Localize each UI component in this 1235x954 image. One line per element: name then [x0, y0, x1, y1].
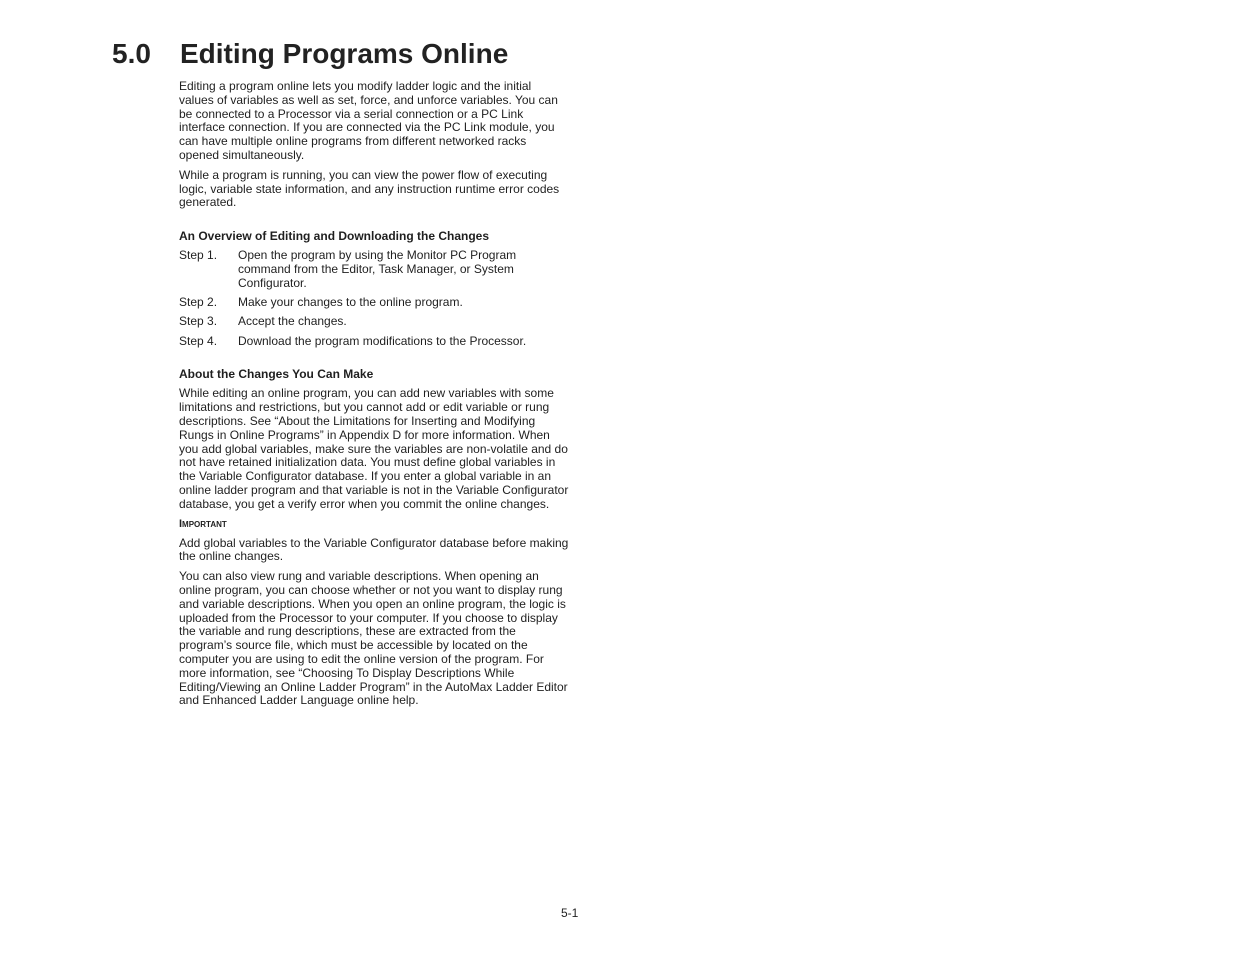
body-content [179, 80, 569, 714]
step-text: Open the program by using the Monitor PC Program command from the Editor, Task Manager, or System Configurator. [238, 248, 517, 290]
intro-paragraph-1: Editing a program online lets you modify ladder logic and the initial values of variables as well as set, force, and unforce variables. You can be connected to a Processor via a serial connection or a PC Link interface connection. If you are connected via the PC Link module, you can have multiple online programs from different networked racks opened simultaneously. [179, 79, 558, 162]
step-text: Download the program modifications to the Processor. [238, 333, 527, 348]
descriptions-paragraph: You can also view rung and variable descriptions. When opening an online program, you can choose whether or not you want to display rung and variable descriptions. When you open an online program, the logic is uploaded from the Processor to your computer. If you choose to display the variable and rung descriptions, these are extracted from the program’s source file, which must be accessible by located on the computer you are using to edit the online version of the program. For more information, see “Choosing To Display Descriptions While Editing/Viewing an Online Ladder Program” in the AutoMax Ladder Editor and Enhanced Ladder Language online help. [179, 569, 568, 708]
step-text: Accept the changes. [238, 314, 347, 329]
chapter-title [112, 36, 508, 72]
step-item [179, 249, 569, 290]
steps-list [179, 249, 569, 348]
overview-heading: An Overview of Editing and Downloading the Changes [179, 229, 490, 244]
step-label: Step 3. [179, 314, 218, 329]
important-text: Add global variables to the Variable Configurator database before making the online changes. [179, 535, 569, 564]
chapter-title-text: Editing Programs Online [180, 38, 509, 69]
important-label: Important [179, 517, 227, 530]
step-item [179, 335, 569, 349]
chapter-number: 5.0 [112, 38, 151, 69]
page-number: 5-1 [561, 906, 579, 920]
step-item [179, 315, 569, 329]
step-text: Make your changes to the online program. [238, 295, 463, 310]
step-item [179, 296, 569, 310]
step-label: Step 4. [179, 333, 218, 348]
changes-heading: About the Changes You Can Make [179, 367, 374, 382]
changes-paragraph: While editing an online program, you can add new variables with some limitations and restrictions, but you cannot add or edit variable or rung descriptions. See “About the Limitations for Inserting and Modifying Rungs in Online Programs” in Appendix D for more information. When you add global variables, make sure the variables are non-volatile and do not have retained initialization data. You must define global variables in the Variable Configurator database. If you enter a global variable in an online ladder program and that variable is not in the Variable Configurator database, you get a verify error when you commit the online changes. [179, 386, 569, 511]
intro-paragraph-2: While a program is running, you can view the power flow of executing logic, variable state information, and any instruction runtime error codes generated. [179, 167, 560, 210]
step-label: Step 2. [179, 295, 218, 310]
step-label: Step 1. [179, 248, 218, 263]
